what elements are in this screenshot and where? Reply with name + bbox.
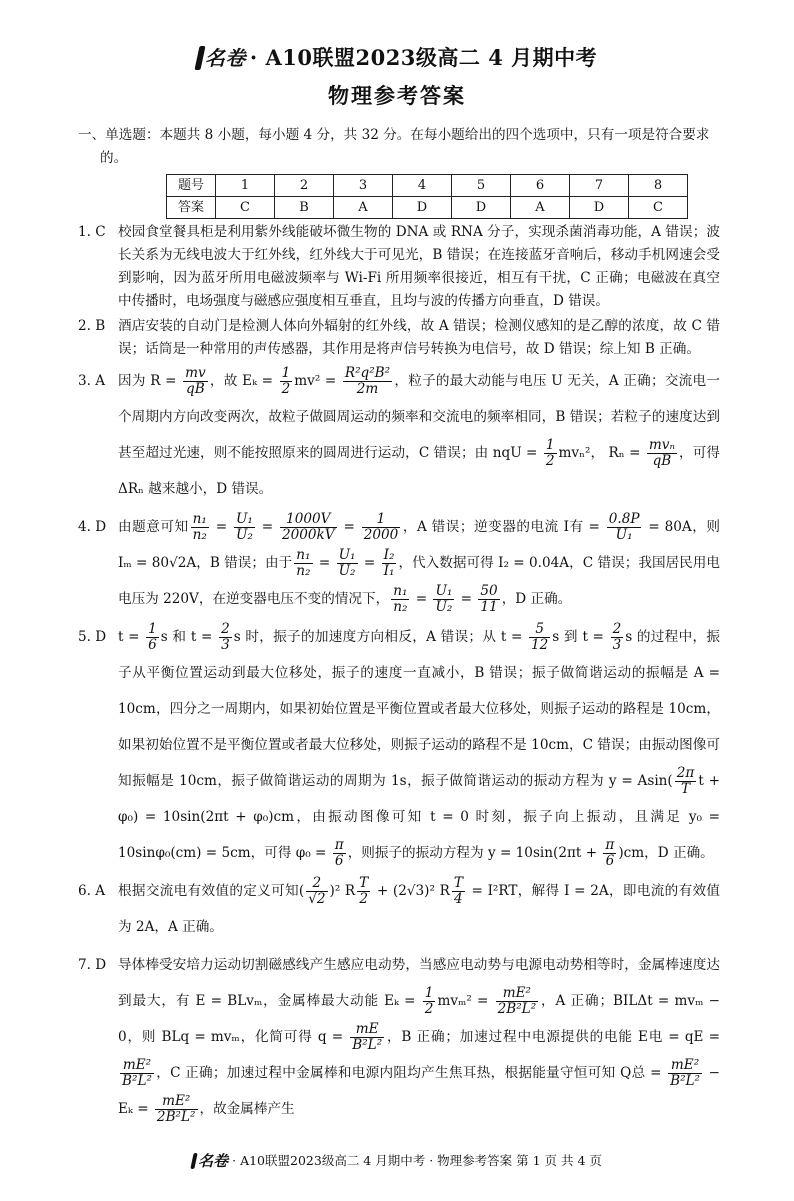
item-label: 4. D [78, 519, 107, 535]
item-text: = [359, 555, 380, 571]
numerator: 1 [362, 512, 401, 528]
item-text: ，A 正确；BILΔt = mvₘ − 0，则 BLq = mvₘ，化简可得 q = [118, 993, 720, 1045]
item-label: 2. B [78, 318, 106, 334]
denominator: √2 [308, 891, 326, 907]
item-text: ，A 错误；逆变器的电流 I有 = [402, 519, 605, 535]
fraction [603, 838, 616, 869]
denominator: n₂ [296, 563, 311, 579]
item-label: 6. A [78, 883, 106, 899]
numerator: n₁ [393, 583, 408, 599]
numerator: mE² [496, 986, 539, 1002]
numerator: U₁ [338, 547, 356, 563]
item-text: t + φ₀) = 10sin(2πt + φ₀)cm，由振动图像可知 t = 0 时刻，振子向上振动，且满足 y₀ = 10sinφ₀(cm) = 5cm，可得 φ₀ = [118, 773, 720, 861]
fraction [337, 548, 358, 579]
explanation-list [78, 221, 720, 1127]
fraction [647, 438, 677, 469]
numerator: mE² [668, 1058, 702, 1074]
explanation-item [78, 315, 720, 361]
numerator: π [605, 837, 615, 853]
denominator: U₂ [435, 599, 453, 615]
item-text: s 和 t = [160, 629, 218, 645]
item-text: + (2√3)² R [372, 883, 450, 899]
item-text: ，B 正确；加速过程中电源提供的电能 E电 = qE = [386, 1029, 720, 1045]
numerator: 5 [529, 622, 550, 638]
fraction [423, 986, 436, 1017]
fraction [675, 766, 697, 797]
answer-content [78, 124, 720, 1127]
denominator: 3 [612, 637, 622, 653]
denominator: n₂ [192, 527, 207, 543]
item-text: 导体棒受安培力运动切割磁感线产生感应电动势，当感应电动势与电源电动势相等时，金属棒速度达到最大，有 E = BLvₘ，金属棒最大动能 Eₖ = [118, 957, 720, 1009]
fraction [183, 366, 208, 397]
logo-text: 名卷 [198, 1152, 229, 1170]
numerator: mE² [155, 1094, 198, 1110]
item-text: = [314, 555, 335, 571]
denominator: 2 [281, 381, 291, 397]
denominator: 6 [334, 853, 344, 869]
denominator: 3 [221, 637, 230, 653]
numerator: mvₙ [648, 437, 675, 453]
question-number-cell: 2 [275, 175, 334, 197]
numerator: 0.8P [608, 511, 640, 527]
denominator: T [680, 781, 691, 797]
numerator: 2 [221, 621, 230, 637]
answer-cell: B [275, 197, 334, 219]
answer-cell: D [570, 197, 629, 219]
numerator: 2 [306, 876, 327, 892]
item-text: 由题意可知 [118, 519, 189, 535]
item-text: = 80A，则 Iₘ = 80√2A，B 错误；由于 [118, 519, 720, 571]
page-footer [0, 1151, 794, 1201]
numerator: 1 [148, 621, 157, 637]
item-label: 3. A [78, 373, 106, 389]
item-text: = I²RT，解得 I = 2A，即电流的有效值为 2A，A 正确。 [118, 883, 720, 935]
denominator: 2 [545, 453, 555, 469]
fraction [544, 438, 557, 469]
explanation-item [78, 221, 720, 313]
item-text: = [210, 519, 232, 535]
denominator: 2B²L² [156, 1109, 196, 1125]
title-text: · A10联盟2023级高二 4 月期中考 [249, 45, 598, 70]
item-text: 校园食堂餐具柜是利用紫外线能破坏微生物的 DNA 或 RNA 分子，实现杀菌消毒功能，A 错误；波长关系为无线电波大于红外线，红外线大于可见光，B 错误；在连接蓝牙音响后，移动手机网速会受到影响，因为蓝牙所用电磁波频率与 Wi-Fi 所用频率很接近，相互有干扰，C 正确；电磁波在真空中传播时，电场强度与磁感应强度相互垂直，且均与波的传播方向垂直，D 错误。 [118, 224, 720, 309]
footer-text: · A10联盟2023级高二 4 月期中考 · 物理参考答案 第 1 页 共 4 页 [232, 1153, 602, 1168]
numerator: 1000V [280, 512, 337, 528]
item-text: ，故金属棒产生 [199, 1101, 295, 1117]
numerator: T [359, 875, 369, 891]
item-text: )cm，D 正确。 [618, 845, 714, 861]
item-text: ，代入数据可得 I₂ = 0.04A，C 错误；我国居民用电电压为 220V，在逆变器电压不变的情况下， [118, 555, 720, 607]
item-text: 酒店安装的自动门是检测人体向外辐射的红外线，故 A 错误；检测仪感知的是乙醇的浓度，故 C 错误；话筒是一种常用的声传感器，其作用是将声信号转换为电信号，故 D 错误；综上知 B 正确。 [118, 318, 720, 357]
fraction [357, 876, 370, 907]
question-number-cell: 8 [629, 175, 688, 197]
row-label: 答案 [167, 197, 216, 219]
fraction [529, 622, 550, 653]
item-text: = [411, 591, 432, 607]
item-text: ，D 正确。 [501, 591, 572, 607]
page-subtitle: 物理参考答案 [328, 83, 466, 108]
fraction [391, 584, 409, 615]
item-label: 7. D [78, 957, 107, 973]
fraction [362, 512, 401, 543]
denominator: U₂ [235, 527, 253, 543]
brand-logo [197, 44, 246, 72]
fraction [280, 512, 337, 543]
denominator: 12 [530, 637, 549, 653]
denominator: 2 [359, 891, 369, 907]
denominator: 2 [424, 1001, 434, 1017]
denominator: B²L² [122, 1073, 152, 1089]
answer-cell: D [452, 197, 511, 219]
denominator: 2000kV [281, 527, 335, 543]
answer-table [166, 174, 688, 219]
item-text: t = [118, 629, 145, 645]
fraction [611, 622, 624, 653]
fraction [191, 512, 209, 543]
numerator: R²q²B² [344, 365, 391, 381]
fraction [382, 548, 397, 579]
item-text: mvₙ²， Rₙ = [558, 445, 645, 461]
item-text: − Eₖ = [118, 1065, 721, 1117]
numerator: 1 [281, 365, 291, 381]
numerator: T [453, 875, 463, 891]
numerator: n₁ [192, 511, 207, 527]
fraction [120, 1058, 154, 1089]
item-text: = [256, 519, 278, 535]
section-heading-cont: 的。 [100, 150, 128, 166]
item-text: s 时，振子的加速度方向相反，A 错误；从 t = [233, 629, 527, 645]
explanation-item [78, 947, 720, 1127]
question-number-cell: 3 [334, 175, 393, 197]
numerator: n₁ [296, 547, 311, 563]
item-text: ，故 Eₖ = [209, 373, 278, 389]
brush-icon [194, 46, 205, 70]
section-heading-text: 一、单选题：本题共 8 小题，每小题 4 分，共 32 分。在每小题给出的四个选项中，只有一项是符合要求 [78, 127, 710, 143]
numerator: I₂ [383, 547, 395, 563]
fraction [333, 838, 346, 869]
fraction [433, 584, 454, 615]
denominator: 2000 [363, 527, 399, 543]
fraction [607, 512, 642, 543]
fraction [146, 622, 159, 653]
answer-cell: C [216, 197, 275, 219]
item-text: mvₘ² = [437, 993, 494, 1009]
question-number-cell: 5 [452, 175, 511, 197]
numerator: mE² [120, 1058, 154, 1074]
item-text: 因为 R = [118, 373, 182, 389]
fraction [306, 876, 327, 907]
explanation-item [78, 509, 720, 617]
item-text: s 到 t = [552, 629, 609, 645]
item-text: mv² = [294, 373, 341, 389]
denominator: 4 [454, 891, 463, 907]
brush-icon [190, 1153, 197, 1169]
answer-cell: C [629, 197, 688, 219]
item-text: = [338, 519, 360, 535]
brand-logo [192, 1151, 228, 1171]
answer-table-row-numbers [167, 175, 688, 197]
answer-table-row-answers [167, 197, 688, 219]
fraction [343, 366, 392, 397]
row-label: 题号 [167, 175, 216, 197]
denominator: I₁ [383, 563, 395, 579]
fraction [478, 584, 499, 615]
denominator: 2B²L² [497, 1001, 537, 1017]
section-heading [78, 124, 720, 170]
page-header [0, 0, 794, 110]
fraction [219, 622, 232, 653]
item-text: 根据交流电有效值的定义可知( [118, 883, 305, 899]
numerator: 50 [480, 583, 498, 599]
denominator: n₂ [393, 599, 408, 615]
explanation-item [78, 873, 720, 945]
question-number-cell: 6 [511, 175, 570, 197]
item-text: s 的过程中，振子从平衡位置运动到最大位移处，振子的速度一直减小，B 错误；振子做简谐运动的振幅是 A = 10cm，四分之一周期内，如果初始位置是平衡位置或者最大位移处，则振子运动的路程是 10cm，如果初始位置不是平衡位置或者最大位移处，则振子运动的路程不是 10cm，C 错误；由振动图像可知振幅是 10cm，振子做简谐运动的周期为 1s，振子做简谐运动的振动方程为 y = Asin( [118, 629, 720, 789]
answer-cell: A [511, 197, 570, 219]
item-label: 1. C [78, 224, 106, 240]
numerator: 2 [612, 621, 622, 637]
numerator: U₁ [435, 583, 453, 599]
numerator: π [334, 837, 344, 853]
fraction [668, 1058, 702, 1089]
denominator: 11 [480, 599, 498, 615]
answer-cell: D [393, 197, 452, 219]
fraction [452, 876, 465, 907]
denominator: 2m [356, 381, 379, 397]
fraction [155, 1094, 198, 1125]
fraction [496, 986, 539, 1017]
question-number-cell: 7 [570, 175, 629, 197]
answer-cell: A [334, 197, 393, 219]
question-number-cell: 1 [216, 175, 275, 197]
logo-text: 名卷 [204, 46, 246, 70]
fraction [280, 366, 293, 397]
question-number-cell: 4 [393, 175, 452, 197]
denominator: B²L² [670, 1073, 700, 1089]
fraction [294, 548, 312, 579]
numerator: 1 [545, 437, 555, 453]
numerator: U₁ [235, 511, 253, 527]
denominator: qB [186, 381, 205, 397]
denominator: B²L² [352, 1037, 383, 1053]
numerator: 2π [676, 765, 695, 781]
denominator: qB [652, 453, 672, 469]
item-text: ，C 正确；加速过程中金属棒和电源内阻均产生焦耳热，根据能量守恒可知 Q总 = [155, 1065, 667, 1081]
fraction [350, 1022, 384, 1053]
denominator: U₂ [338, 563, 356, 579]
item-text: )² R [329, 883, 356, 899]
denominator: 6 [148, 637, 157, 653]
denominator: 6 [605, 853, 615, 869]
numerator: mv [185, 365, 206, 381]
exam-title [0, 44, 794, 72]
item-text: ，则振子的振动方程为 y = 10sin(2πt + [347, 845, 602, 861]
numerator: mE [350, 1022, 384, 1038]
numerator: 1 [424, 985, 434, 1001]
fraction [234, 512, 255, 543]
denominator: U₁ [615, 527, 633, 543]
item-label: 5. D [78, 629, 107, 645]
item-text: = [456, 591, 477, 607]
item-text: ，可得 ΔRₙ 越来越小，D 错误。 [118, 445, 720, 497]
item-text: ，粒子的最大动能与电压 U 无关，A 正确；交流电一个周期内方向改变两次，故粒子做圆周运动的频率和交流电的频率相同，B 错误；若粒子的速度达到甚至超过光速，则不能按照原来的圆周进行运动，C 错误；由 nqU = [118, 373, 720, 461]
explanation-item [78, 619, 720, 871]
explanation-item [78, 363, 720, 507]
